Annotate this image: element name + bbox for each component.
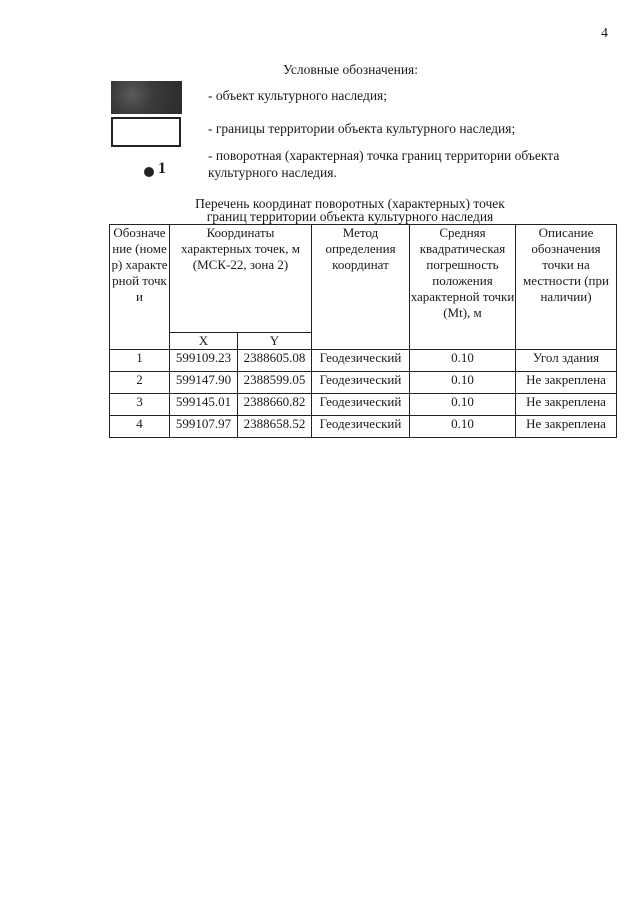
legend-item-territory-boundary: - границы территории объекта культурного наследия; bbox=[208, 121, 516, 136]
legend-item-heritage-object: - объект культурного наследия; bbox=[208, 88, 388, 103]
cell-x: 599109.23 bbox=[170, 350, 238, 372]
legend-title: Условные обозначения: bbox=[283, 62, 419, 77]
cell-x: 599145.01 bbox=[170, 394, 238, 416]
table-row bbox=[110, 416, 617, 438]
cell-method: Геодезический bbox=[312, 372, 410, 394]
cell-x: 599147.90 bbox=[170, 372, 238, 394]
header-error: Средняя квадратическая погрешность положения характерной точки (Mt), м bbox=[410, 225, 516, 350]
header-point-id: Обозначение (номер) характерной точки bbox=[110, 225, 170, 350]
cell-y: 2388599.05 bbox=[238, 372, 312, 394]
cell-error: 0.10 bbox=[410, 394, 516, 416]
cell-y: 2388660.82 bbox=[238, 394, 312, 416]
header-description: Описание обозначения точки на местности (при наличии) bbox=[516, 225, 617, 350]
cell-method: Геодезический bbox=[312, 394, 410, 416]
page-number: 4 bbox=[601, 26, 608, 41]
cell-method: Геодезический bbox=[312, 350, 410, 372]
header-y: Y bbox=[238, 333, 312, 350]
cell-method: Геодезический bbox=[312, 416, 410, 438]
legend-item-turning-point: - поворотная (характерная) точка границ территории объекта культурного наследия. bbox=[208, 148, 560, 180]
table-row bbox=[110, 372, 617, 394]
cell-point-number: 3 bbox=[110, 394, 170, 416]
turning-point-dot-icon bbox=[144, 167, 154, 177]
cell-y: 2388658.52 bbox=[238, 416, 312, 438]
territory-boundary-swatch bbox=[111, 117, 181, 147]
heritage-object-swatch bbox=[111, 81, 182, 114]
cell-description: Не закреплена bbox=[516, 416, 617, 438]
table-caption-line-1: Перечень координат поворотных (характерных) точек bbox=[195, 196, 505, 211]
cell-error: 0.10 bbox=[410, 416, 516, 438]
cell-description: Не закреплена bbox=[516, 394, 617, 416]
header-coordinates: Координаты характерных точек, м (МСК-22, зона 2) bbox=[170, 225, 312, 333]
cell-description: Не закреплена bbox=[516, 372, 617, 394]
turning-point-label: 1 bbox=[158, 160, 166, 177]
header-method: Метод определения координат bbox=[312, 225, 410, 350]
table-caption-line-2: границ территории объекта культурного наследия bbox=[206, 209, 494, 224]
cell-description: Угол здания bbox=[516, 350, 617, 372]
header-x: X bbox=[170, 333, 238, 350]
table-row bbox=[110, 394, 617, 416]
cell-point-number: 4 bbox=[110, 416, 170, 438]
table-row bbox=[110, 350, 617, 372]
cell-error: 0.10 bbox=[410, 350, 516, 372]
coordinates-table bbox=[109, 224, 617, 438]
cell-y: 2388605.08 bbox=[238, 350, 312, 372]
cell-point-number: 1 bbox=[110, 350, 170, 372]
cell-error: 0.10 bbox=[410, 372, 516, 394]
cell-point-number: 2 bbox=[110, 372, 170, 394]
cell-x: 599107.97 bbox=[170, 416, 238, 438]
